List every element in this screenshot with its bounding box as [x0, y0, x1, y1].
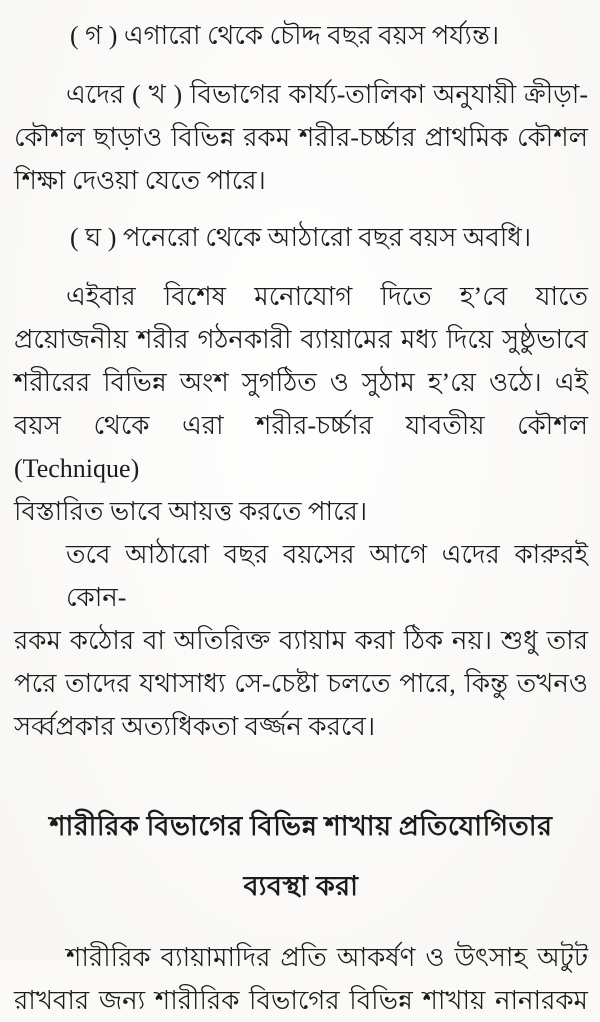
section-heading-line: শারীরিক বিভাগের বিভিন্ন শাখায় প্রতিযোগিতার	[49, 811, 553, 841]
text-line: প্রয়োজনীয় শরীর গঠনকারী ব্যায়ামের মধ্য দিয়ে সুষ্ঠুভাবে	[14, 325, 588, 354]
section-heading-line: ব্যবস্থা করা	[243, 871, 359, 901]
paragraph-competition-intro	[14, 936, 588, 1022]
text-line: এদের ( খ ) বিভাগের কার্য্য-তালিকা অনুযায়ী ক্রীড়া-	[66, 80, 588, 109]
list-item-ga: ( গ ) এগারো থেকে চৌদ্দ বছর বয়স পর্য্যন্ত।	[70, 21, 500, 50]
text-line: শরীরের বিভিন্ন অংশ সুগঠিত ও সুঠাম হ’য়ে ওঠে। এই	[14, 368, 588, 397]
section-heading	[14, 804, 588, 908]
text-line: রাখবার জন্য শারীরিক বিভাগের বিভিন্ন শাখায় নানারকম	[14, 986, 588, 1015]
text-line: তবে আঠারো বছর বয়সের আগে এদের কারুরই কোন-	[66, 540, 588, 612]
text-line: সর্ব্বপ্রকার অত্যধিকতা বর্জ্জন করবে।	[14, 712, 376, 741]
paragraph-training-skills	[14, 73, 588, 202]
text-line: শারীরিক ব্যায়ামাদির প্রতি আকর্ষণ ও উৎসাহ অটুট	[66, 943, 588, 972]
paragraph-body-development	[14, 275, 588, 533]
text-line: বিস্তারিত ভাবে আয়ত্ত করতে পারে।	[14, 497, 368, 526]
text-line: এইবার বিশেষ মনোযোগ দিতে হ’বে যাতে	[66, 282, 588, 311]
text-line: বয়স থেকে এরা শরীর-চর্চ্চার যাবতীয় কৌশল (Technique)	[14, 411, 588, 483]
text-line: রকম কঠোর বা অতিরিক্ত ব্যায়াম করা ঠিক নয়। শুধু তার	[14, 626, 588, 655]
list-item-gha: ( ঘ ) পনেরো থেকে আঠারো বছর বয়স অবধি।	[70, 223, 532, 252]
text-line: শিক্ষা দেওয়া যেতে পারে।	[14, 166, 266, 195]
text-line: পরে তাদের যথাসাধ্য সে-চেষ্টা চলতে পারে, কিন্তু তখনও	[14, 669, 588, 698]
paragraph-exercise-caution	[14, 533, 588, 748]
text-line: কৌশল ছাড়াও বিভিন্ন রকম শরীর-চর্চ্চার প্রাথমিক কৌশল	[14, 123, 588, 152]
